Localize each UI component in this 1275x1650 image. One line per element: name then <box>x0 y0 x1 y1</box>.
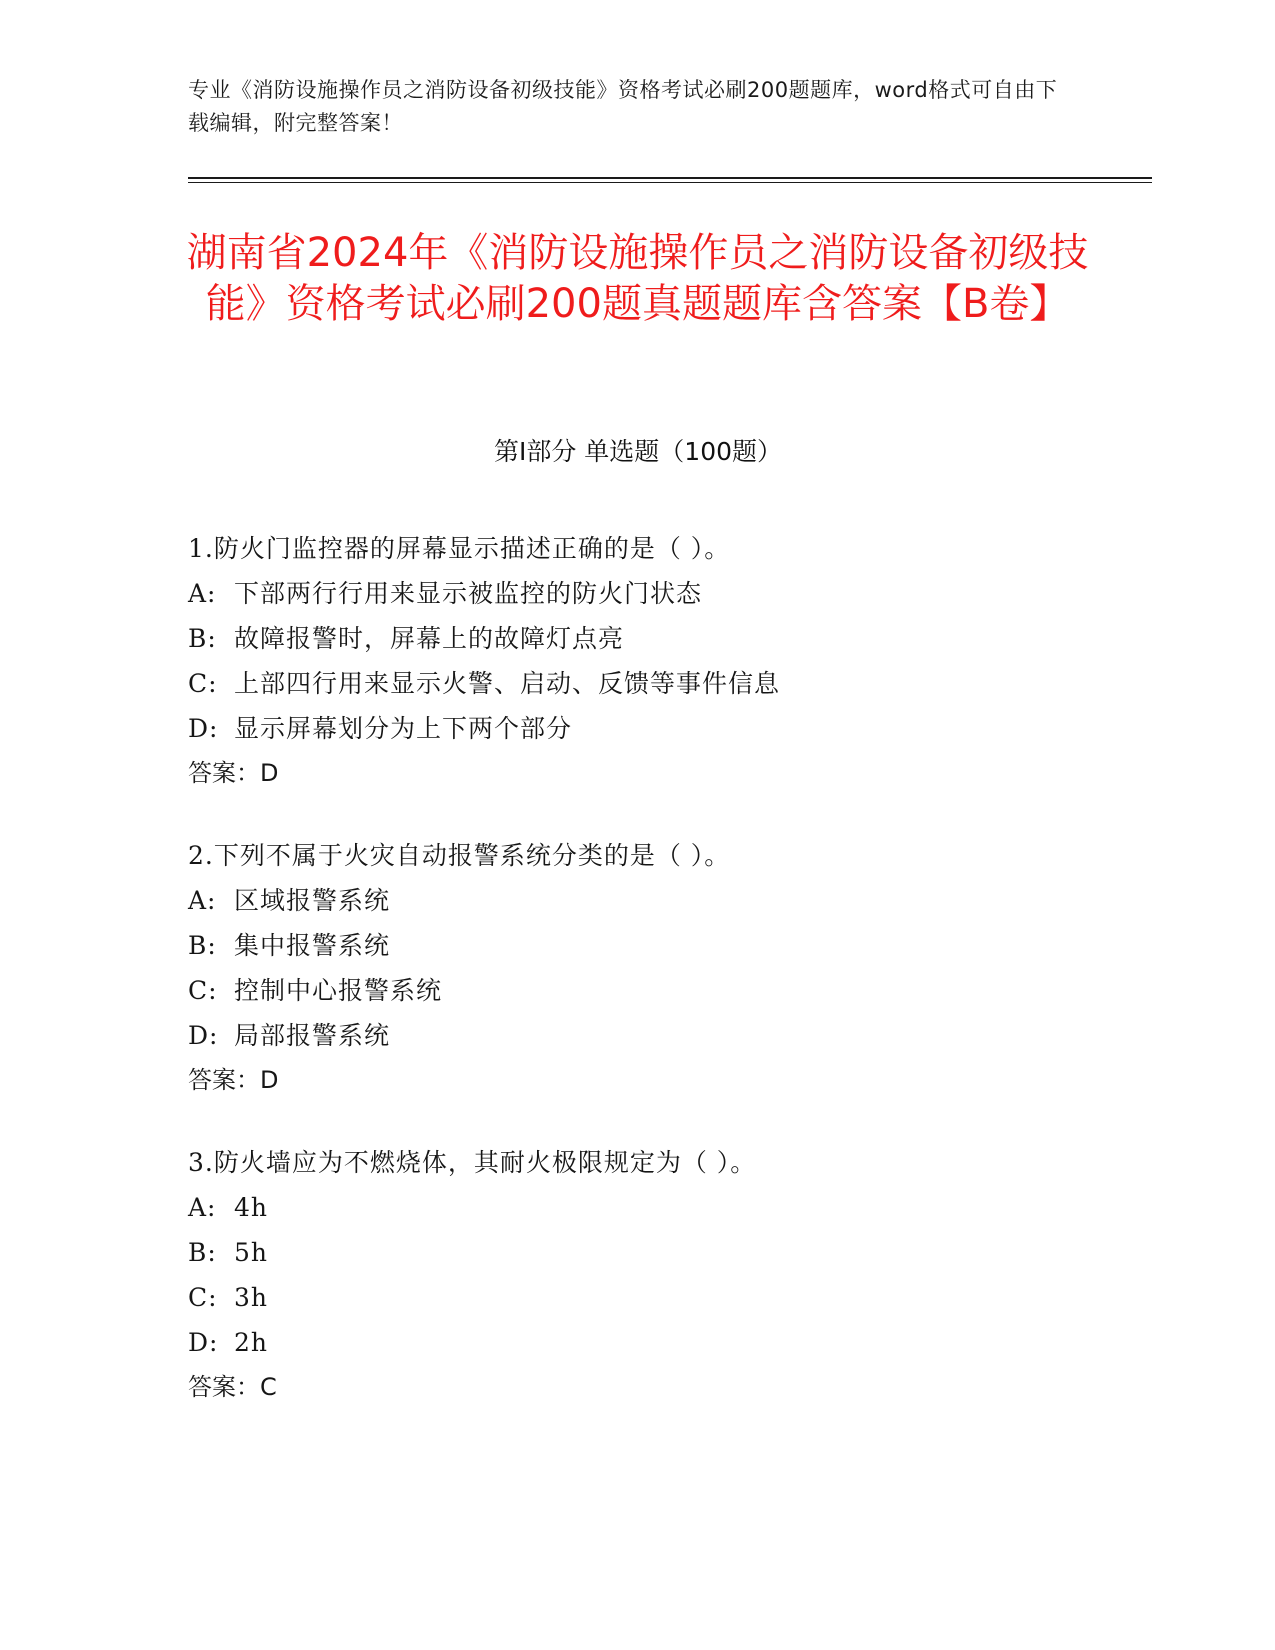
option-text: 2h <box>234 1328 269 1357</box>
option-key: C: <box>188 976 218 1005</box>
option-text: 5h <box>234 1238 269 1267</box>
option-text: 显示屏幕划分为上下两个部分 <box>234 714 573 743</box>
option-text: 区域报警系统 <box>234 886 391 915</box>
option-key: B: <box>188 624 217 653</box>
header-divider-thin <box>188 182 1152 183</box>
option-text: 4h <box>234 1193 269 1222</box>
option-d <box>188 706 1088 751</box>
option-c <box>188 968 1088 1013</box>
option-key: D: <box>188 1021 219 1050</box>
option-text: 3h <box>234 1283 269 1312</box>
question-item <box>188 526 1088 796</box>
option-text: 局部报警系统 <box>234 1021 391 1050</box>
option-key: B: <box>188 1238 217 1267</box>
answer-line: 答案：D <box>188 759 279 787</box>
question-item <box>188 1140 1088 1410</box>
header-note: 专业《消防设施操作员之消防设备初级技能》资格考试必刷200题题库，word格式可自由下载编辑，附完整答案！ <box>188 78 1058 135</box>
question-stem: 3.防火墙应为不燃烧体，其耐火极限规定为（ ）。 <box>188 1148 757 1177</box>
question-item <box>188 833 1088 1103</box>
question-list <box>188 526 1088 1447</box>
option-text: 故障报警时，屏幕上的故障灯点亮 <box>234 624 625 653</box>
question-stem: 2.下列不属于火灾自动报警系统分类的是（ ）。 <box>188 841 731 870</box>
option-text: 上部四行用来显示火警、启动、反馈等事件信息 <box>234 669 781 698</box>
option-c <box>188 661 1088 706</box>
option-key: D: <box>188 714 219 743</box>
option-d <box>188 1013 1088 1058</box>
option-a <box>188 571 1088 616</box>
answer-line: 答案：C <box>188 1373 277 1401</box>
section-title: 第I部分 单选题（100题） <box>493 437 783 466</box>
option-text: 控制中心报警系统 <box>234 976 443 1005</box>
header-divider <box>188 177 1152 179</box>
option-key: A: <box>188 579 217 608</box>
option-d <box>188 1320 1088 1365</box>
answer-line: 答案：D <box>188 1066 279 1094</box>
option-key: C: <box>188 669 218 698</box>
question-stem: 1.防火门监控器的屏幕显示描述正确的是（ ）。 <box>188 534 731 563</box>
option-b <box>188 923 1088 968</box>
option-key: B: <box>188 931 217 960</box>
option-b <box>188 616 1088 661</box>
option-b <box>188 1230 1088 1275</box>
option-key: A: <box>188 1193 217 1222</box>
option-text: 集中报警系统 <box>234 931 391 960</box>
option-key: D: <box>188 1328 219 1357</box>
option-text: 下部两行行用来显示被监控的防火门状态 <box>234 579 703 608</box>
option-c <box>188 1275 1088 1320</box>
option-key: C: <box>188 1283 218 1312</box>
option-key: A: <box>188 886 217 915</box>
option-a <box>188 878 1088 923</box>
option-a <box>188 1185 1088 1230</box>
document-title: 湖南省2024年《消防设施操作员之消防设备初级技能》资格考试必刷200题真题题库含答案【B卷】 <box>186 230 1089 327</box>
